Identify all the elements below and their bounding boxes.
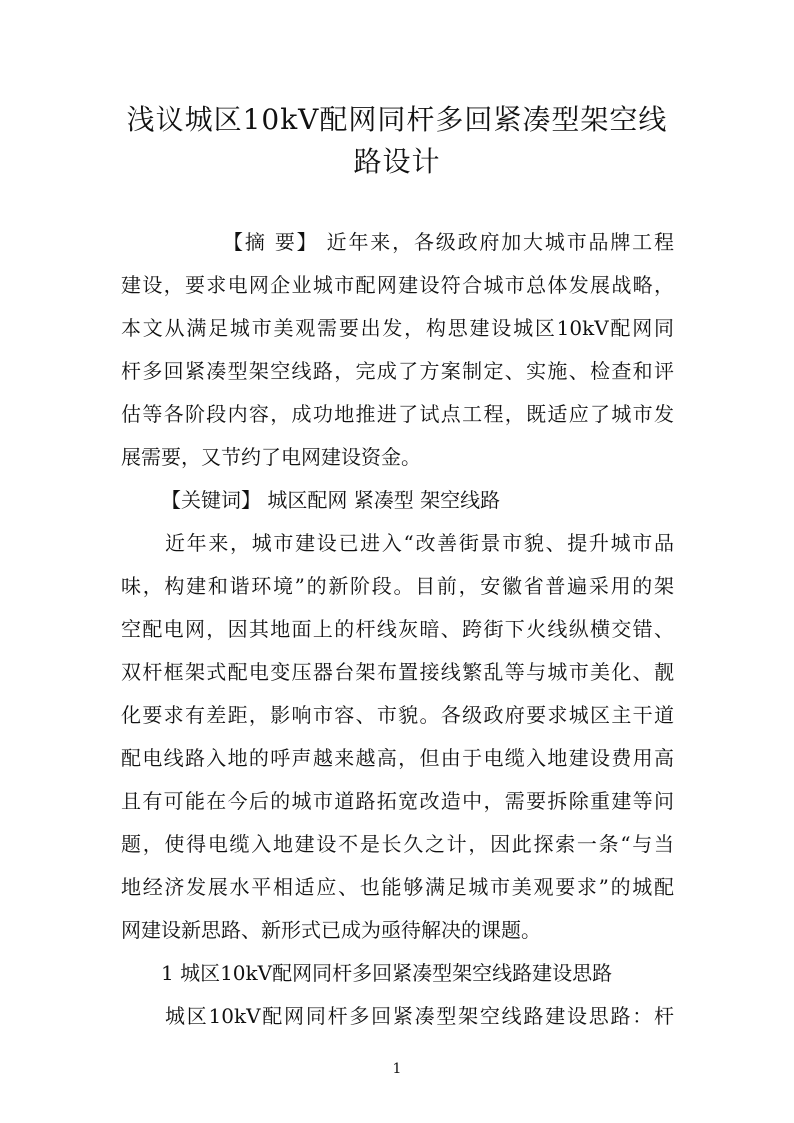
abstract-line: 杆多回紧凑型架空线路，完成了方案制定、实施、检查和评	[121, 359, 674, 383]
body-line: 味，构建和谐环境”的新阶段。目前，安徽省普遍采用的架	[121, 574, 674, 598]
document-title-line-2: 路设计	[353, 145, 441, 178]
body-line: 化要求有差距，影响市容、市貌。各级政府要求城区主干道	[121, 703, 674, 727]
abstract-line: 展需要，又节约了电网建设资金。	[121, 445, 421, 469]
keywords-line: 【关键词】 城区配网 紧凑型 架空线路	[161, 488, 501, 512]
abstract-line: 估等各阶段内容，成功地推进了试点工程，既适应了城市发	[121, 402, 674, 426]
abstract-line: 本文从满足城市美观需要出发，构思建设城区10kV配网同	[121, 316, 674, 340]
abstract-line: 建设，要求电网企业城市配网建设符合城市总体发展战略，	[121, 273, 674, 297]
body-line: 题，使得电缆入地建设不是长久之计，因此探索一条“与当	[121, 832, 674, 856]
body-line: 配电线路入地的呼声越来越高，但由于电缆入地建设费用高	[121, 746, 674, 770]
body-line: 空配电网，因其地面上的杆线灰暗、跨街下火线纵横交错、	[121, 617, 674, 641]
document-title-line-1: 浅议城区10kV配网同杆多回紧凑型架空线	[126, 103, 668, 136]
body-line: 网建设新思路、新形式已成为亟待解决的课题。	[121, 918, 541, 942]
section-heading: 1 城区10kV配网同杆多回紧凑型架空线路建设思路	[161, 961, 613, 985]
body-line: 地经济发展水平相适应、也能够满足城市美观要求”的城配	[121, 875, 674, 899]
page-number: 1	[392, 1061, 402, 1077]
abstract-line: 【摘 要】 近年来，各级政府加大城市品牌工程	[223, 230, 674, 254]
body-line: 且有可能在今后的城市道路拓宽改造中，需要拆除重建等问	[121, 789, 674, 813]
body-line: 近年来，城市建设已进入“改善街景市貌、提升城市品	[165, 531, 674, 555]
body-line: 城区10kV配网同杆多回紧凑型架空线路建设思路：杆	[165, 1004, 674, 1028]
body-line: 双杆框架式配电变压器台架布置接线繁乱等与城市美化、靓	[121, 660, 674, 684]
